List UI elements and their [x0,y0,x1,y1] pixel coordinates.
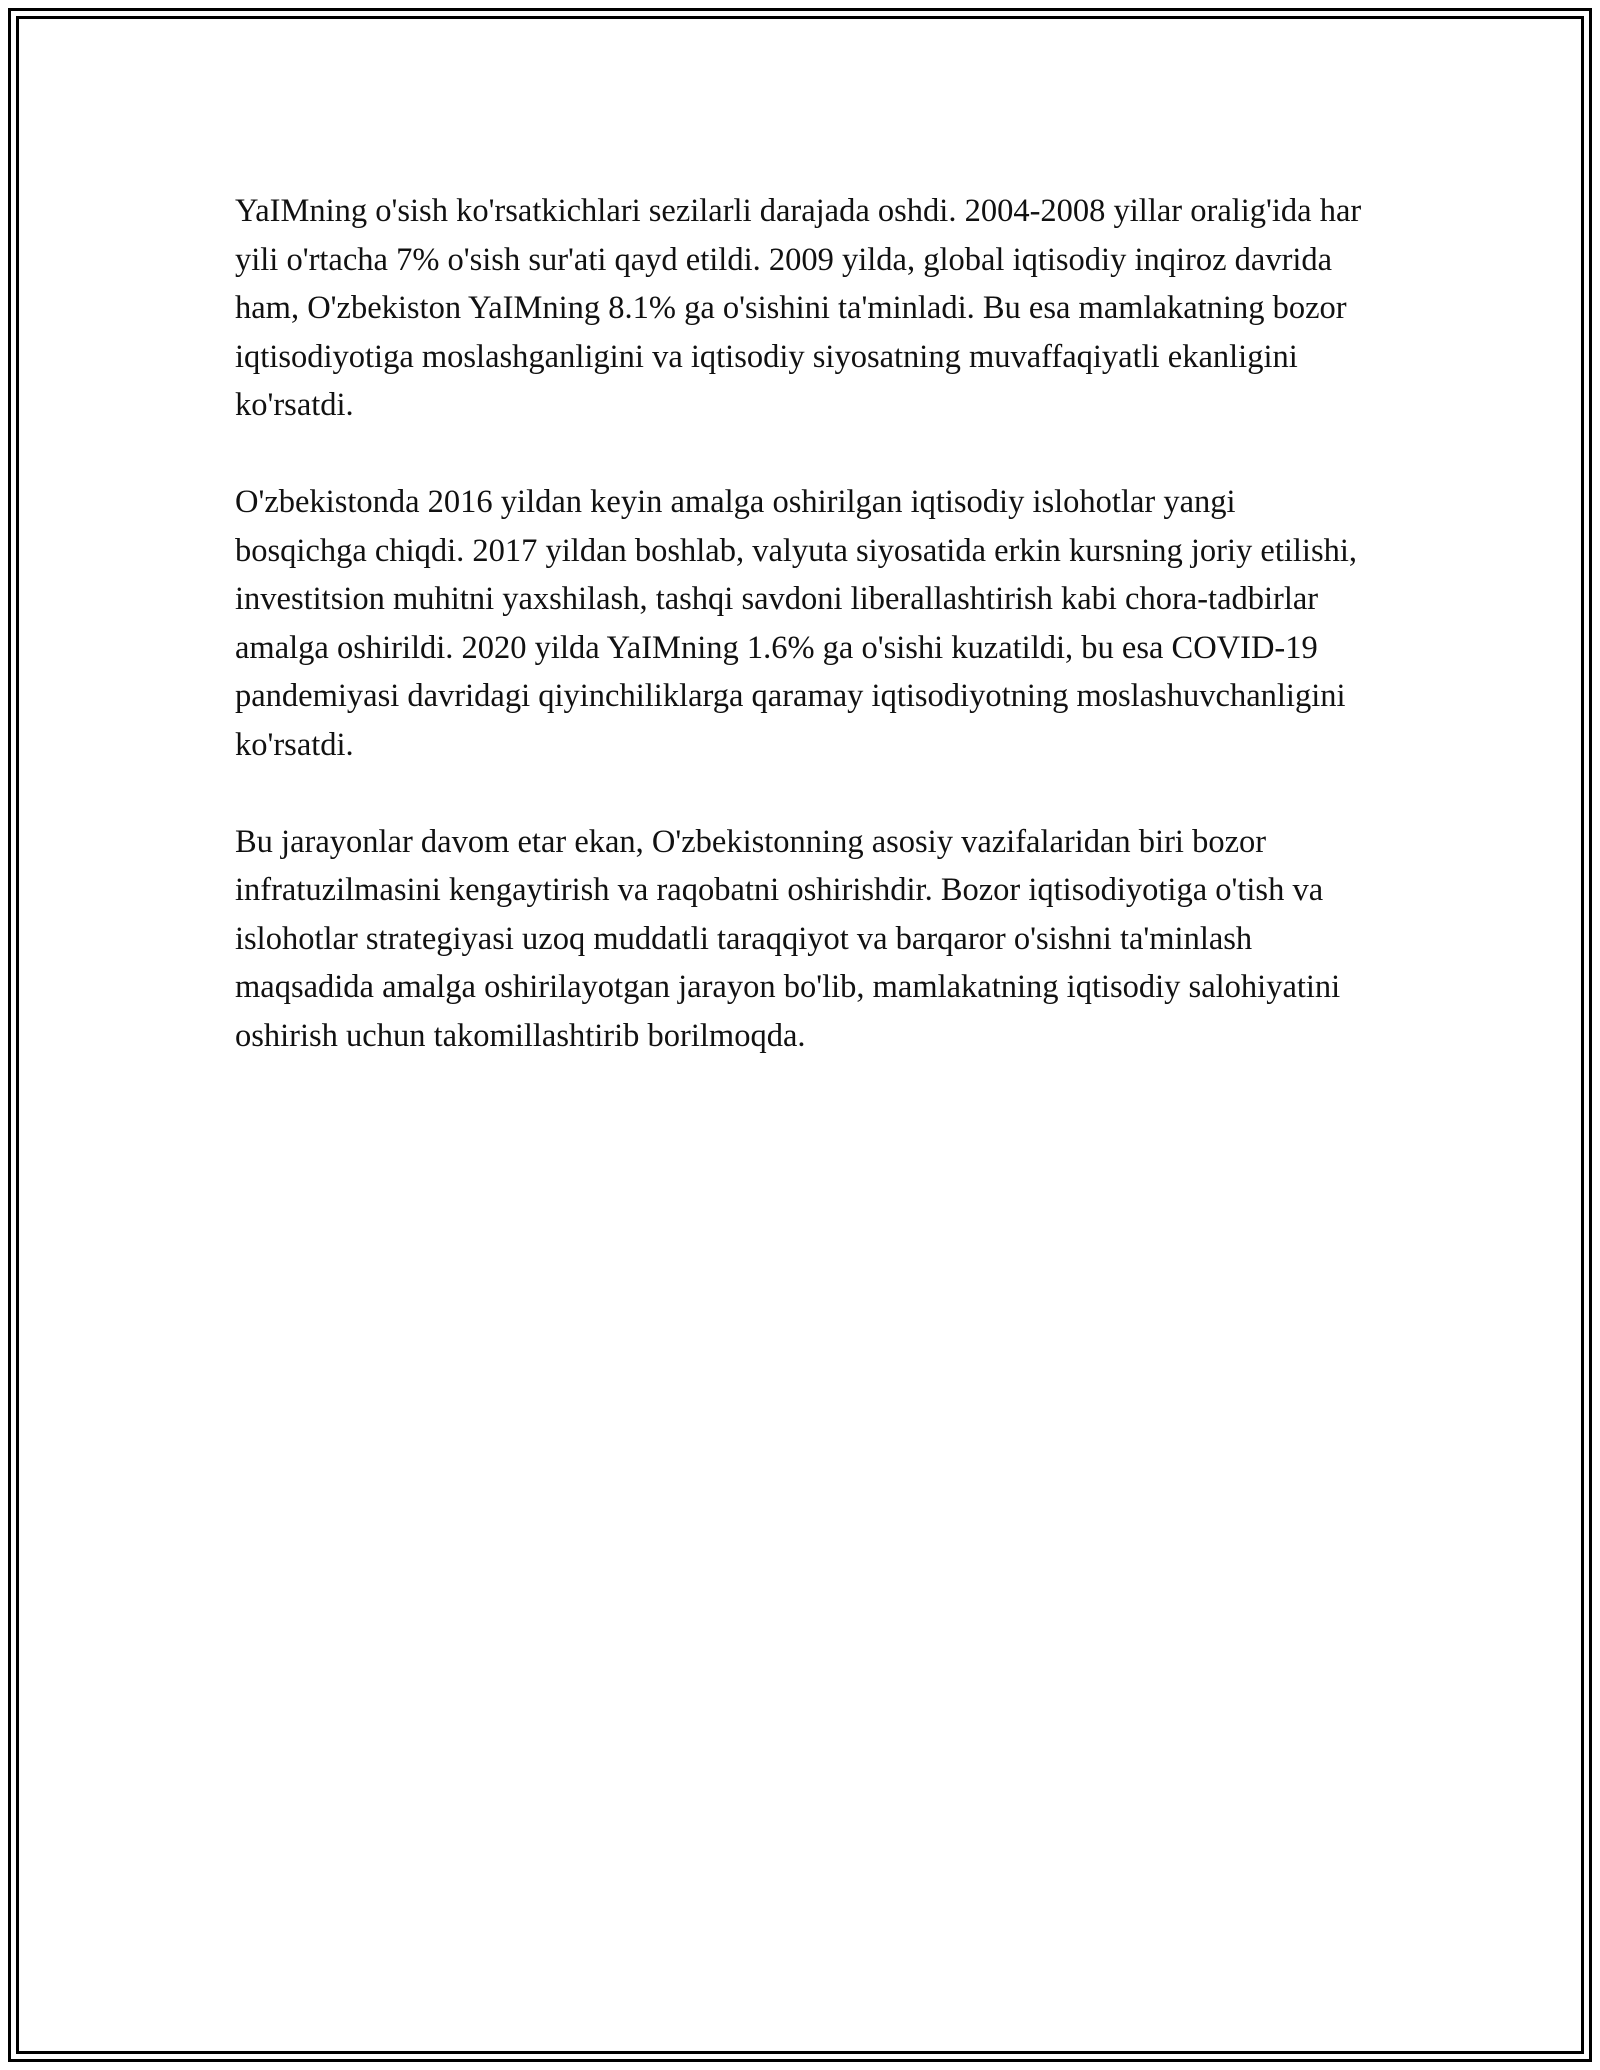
document-body [235,187,1375,1109]
paragraph-market-infrastructure: Bu jarayonlar davom etar ekan, O'zbekistonning asosiy vazifalaridan biri bozor infratuzilmasini kengaytirish va raqobatni oshirishdir. Bozor iqtisodiyotiga o'tish va islohotlar strategiyasi uzoq muddatli taraqqiyot va barqaror o'sishni ta'minlash maqsadida amalga oshirilayotgan jarayon bo'lib, mamlakatning iqtisodiy salohiyatini oshirish uchun takomillashtirib borilmoqda. [235,823,1341,1054]
paragraph-economic-reforms: O'zbekistonda 2016 yildan keyin amalga oshirilgan iqtisodiy islohotlar yangi bosqichga chiqdi. 2017 yildan boshlab, valyuta siyosatida erkin kursning joriy etilishi, investitsion muhitni yaxshilash, tashqi savdoni liberallashtirish kabi chora-tadbirlar amalga oshirildi. 2020 yilda YaIMning 1.6% ga o'sishi kuzatildi, bu esa COVID-19 pandemiyasi davridagi qiyinchiliklarga qaramay iqtisodiyotning moslashuvchanligini ko'rsatdi. [235,484,1357,763]
paragraph-gdp-growth: YaIMning o'sish ko'rsatkichlari sezilarli darajada oshdi. 2004-2008 yillar oralig'ida har yili o'rtacha 7% o'sish sur'ati qayd etildi. 2009 yilda, global iqtisodiy inqiroz davrida ham, O'zbekiston YaIMning 8.1% ga o'sishini ta'minladi. Bu esa mamlakatning bozor iqtisodiyotiga moslashganligini va iqtisodiy siyosatning muvaffaqiyatli ekanligini ko'rsatdi. [235,193,1362,423]
